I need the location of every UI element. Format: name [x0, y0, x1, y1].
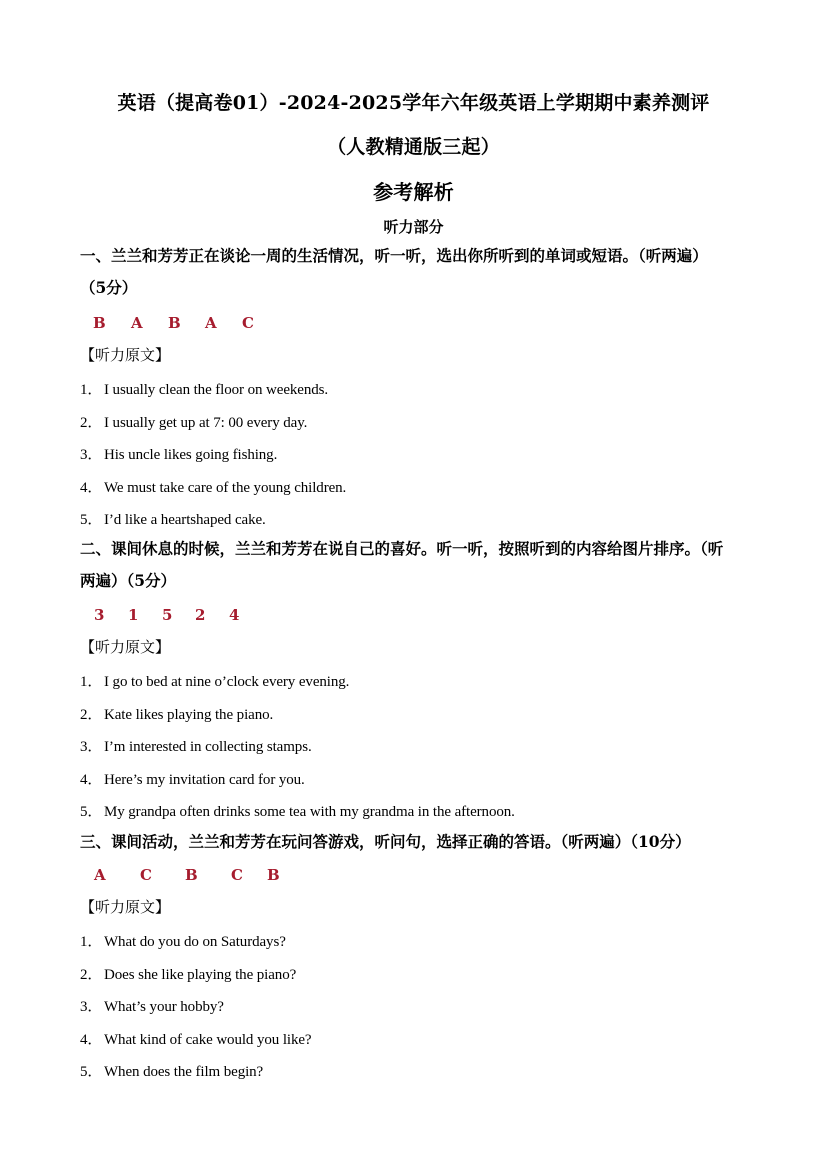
- document-subtitle: 参考解析: [373, 180, 454, 204]
- answer: C: [231, 866, 243, 884]
- answer: B: [185, 866, 198, 884]
- document-edition: （人教精通版三起）: [327, 136, 500, 158]
- answer: C: [140, 866, 152, 884]
- answer: B: [168, 314, 181, 332]
- section-3-heading: 三、课间活动，兰兰和芳芳在玩问答游戏，听问句，选择正确的答语。（听两遍）（10分）: [80, 832, 691, 851]
- transcript-item: 5． I’d like a heartshaped cake.: [80, 512, 266, 528]
- part-heading: 听力部分: [383, 218, 444, 236]
- transcript-item: 4． What kind of cake would you like?: [80, 1032, 312, 1048]
- answer: 2: [195, 606, 206, 624]
- answer: A: [131, 314, 143, 332]
- transcript-item: 4． We must take care of the young children.: [80, 480, 347, 496]
- section-1-heading: 一、兰兰和芳芳正在谈论一周的生活情况，听一听，选出你所听到的单词或短语。（听两遍） （5分）: [80, 246, 708, 297]
- transcript-item: 1． I go to bed at nine o’clock every evening.: [80, 674, 350, 690]
- transcript-label: 【听力原文】: [80, 346, 171, 364]
- transcript-item: 5． When does the film begin?: [80, 1064, 264, 1080]
- answer: 3: [94, 606, 105, 624]
- answer: 5: [162, 606, 173, 624]
- transcript-item: 2． Does she like playing the piano?: [80, 967, 297, 983]
- section-2-heading: 二、课间休息的时候，兰兰和芳芳在说自己的喜好。听一听，按照听到的内容给图片排序。（听 两遍）（5分）: [80, 539, 724, 590]
- answer: 1: [128, 606, 139, 624]
- answer: C: [242, 314, 254, 332]
- answer: A: [205, 314, 217, 332]
- transcript-item: 1． I usually clean the floor on weekends.: [80, 382, 329, 398]
- transcript-label: 【听力原文】: [80, 898, 171, 916]
- answer: 4: [229, 606, 240, 624]
- transcript-item: 3． His uncle likes going fishing.: [80, 447, 278, 463]
- answer: A: [94, 866, 106, 884]
- transcript-item: 1． What do you do on Saturdays?: [80, 934, 286, 950]
- transcript-item: 4． Here’s my invitation card for you.: [80, 772, 305, 788]
- transcript-label: 【听力原文】: [80, 638, 171, 656]
- answer: B: [93, 314, 106, 332]
- answer: B: [267, 866, 280, 884]
- transcript-item: 3． I’m interested in collecting stamps.: [80, 739, 312, 755]
- transcript-item: 2． Kate likes playing the piano.: [80, 707, 274, 723]
- transcript-item: 5． My grandpa often drinks some tea with my grandma in the afternoon.: [80, 804, 515, 820]
- transcript-item: 3． What’s your hobby?: [80, 999, 224, 1015]
- transcript-item: 2． I usually get up at 7: 00 every day.: [80, 415, 308, 431]
- document-title: 英语（提高卷01）-2024-2025学年六年级英语上学期期中素养测评: [117, 92, 710, 114]
